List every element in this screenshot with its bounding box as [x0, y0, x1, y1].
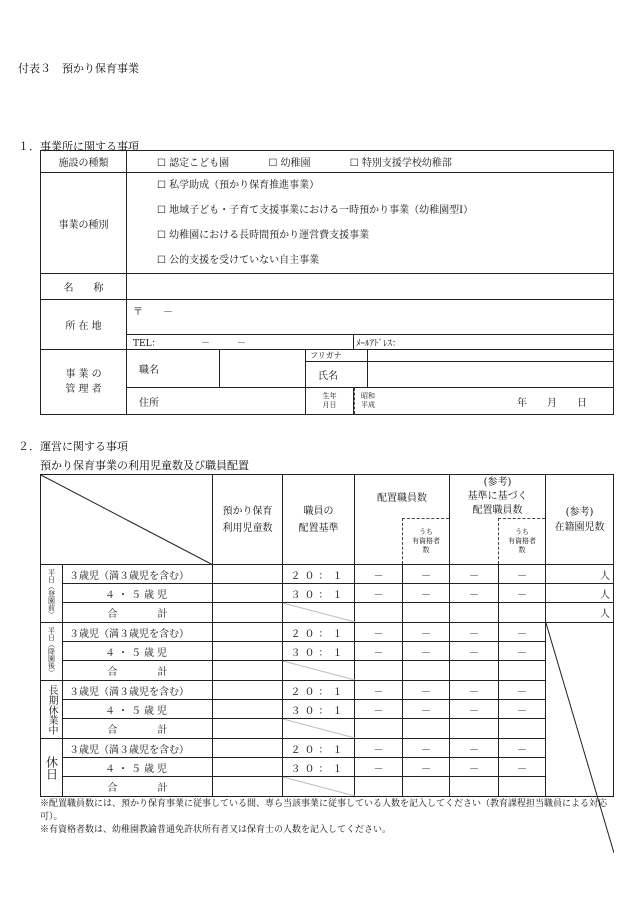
staff-cell[interactable]: －: [355, 739, 403, 758]
job-title-label: 職名: [127, 350, 220, 388]
standard-cell: ３０：１: [283, 700, 355, 719]
ref-qualified-cell[interactable]: [499, 603, 546, 623]
notes: [40, 798, 618, 837]
ref-staff-cell[interactable]: －: [450, 681, 499, 700]
age-label: ４・５歳児: [63, 584, 213, 603]
header-users: 預かり保育 利用児童数: [213, 475, 283, 565]
blank-slash: [283, 661, 355, 680]
ref-staff-cell[interactable]: －: [450, 739, 499, 758]
ref-staff-cell[interactable]: [450, 777, 499, 797]
ref-qualified-cell[interactable]: －: [499, 623, 546, 642]
person-name-field[interactable]: [368, 362, 614, 388]
users-cell[interactable]: [213, 642, 283, 661]
facility-option-kindergarten[interactable]: ☐ 幼稚園: [268, 158, 311, 169]
age-label: ４・５歳児: [63, 642, 213, 661]
staff-cell[interactable]: －: [355, 681, 403, 700]
staff-cell[interactable]: －: [355, 584, 403, 603]
age-label: ３歳児（満３歳児を含む）: [63, 565, 213, 584]
ref-qualified-cell[interactable]: [499, 719, 546, 739]
header-enrolled: (参考) 在籍園児数: [546, 475, 614, 565]
staff-qualified-cell[interactable]: －: [403, 739, 450, 758]
users-cell[interactable]: [213, 758, 283, 777]
furigana-label: フリガナ: [306, 350, 368, 362]
standard-cell-blank: [283, 777, 355, 797]
business-option-4[interactable]: ☐ 公的支援を受けていない自主事業: [157, 255, 320, 266]
users-total-cell[interactable]: [213, 719, 283, 739]
standard-cell: ３０：１: [283, 758, 355, 777]
age-label: ４・５歳児: [63, 758, 213, 777]
furigana-field[interactable]: [368, 350, 614, 362]
staff-qualified-cell[interactable]: [403, 719, 450, 739]
name-field[interactable]: [127, 274, 614, 300]
blank-slash: [283, 777, 355, 796]
business-option-1[interactable]: ☐ 私学助成（預かり保育推進事業）: [157, 180, 320, 191]
diagonal-line: [41, 475, 213, 565]
blank-slash: [283, 719, 355, 738]
note-qualified: ※有資格者数は、幼稚園教諭普通免許状所有者又は保育士の人数を記入してください。: [40, 825, 392, 835]
enrolled-cell[interactable]: 人: [546, 603, 614, 623]
header-corner: [41, 475, 213, 565]
staff-cell[interactable]: －: [355, 700, 403, 719]
users-total-cell[interactable]: [213, 661, 283, 681]
residence-label: 住所: [127, 388, 306, 415]
age-label: ３歳児（満３歳児を含む）: [63, 623, 213, 642]
header-ref-qualified: うち 有資格者 数: [499, 519, 546, 565]
standard-cell-blank: [283, 603, 355, 623]
facility-type-label: 施設の種類: [41, 151, 127, 173]
staff-qualified-cell[interactable]: －: [403, 642, 450, 661]
birth-label: 生年 月日: [306, 388, 354, 415]
ref-staff-cell[interactable]: －: [450, 623, 499, 642]
address-label: 所 在 地: [41, 300, 127, 350]
business-type-label: 事業の種別: [41, 173, 127, 274]
era-label: 昭和 平成: [354, 388, 375, 414]
ref-qualified-cell[interactable]: －: [499, 739, 546, 758]
form-title: 付表３ 預かり保育事業: [18, 62, 139, 75]
ref-staff-cell[interactable]: [450, 603, 499, 623]
standard-cell: ２０：１: [283, 565, 355, 584]
staffing-table: [40, 474, 614, 797]
birth-date-field[interactable]: 年 月 日: [517, 397, 588, 409]
note-staff: ※配置職員数には、預かり保育事業に従事している間、専ら当該事業に従事している人数を記入してください（教育課程担当職員による対応可）。: [40, 799, 608, 822]
header-staff-total: [355, 519, 403, 565]
staff-cell[interactable]: －: [355, 758, 403, 777]
ref-staff-cell[interactable]: －: [450, 584, 499, 603]
postal-field[interactable]: 〒 －: [127, 300, 614, 335]
section2-heading: ２．運営に関する事項: [18, 440, 128, 453]
total-label: 合 計: [63, 777, 213, 797]
standard-cell: ３０：１: [283, 584, 355, 603]
manager-label: 事 業 の 管 理 者: [41, 350, 127, 415]
group-label-weekday-before: 平日（登園前）: [47, 569, 56, 618]
group-label-long-holiday: 長期休業中: [46, 684, 57, 735]
tel-field[interactable]: TEL： － －: [127, 335, 354, 350]
person-name-label: 氏名: [306, 362, 368, 388]
business-option-2[interactable]: ☐ 地域子ども・子育て支援事業における一時預かり事業（幼稚園型Ⅰ）: [157, 205, 474, 216]
enrolled-cell[interactable]: 人: [546, 584, 614, 603]
staff-cell[interactable]: [355, 661, 403, 681]
staff-cell[interactable]: [355, 777, 403, 797]
staff-cell[interactable]: －: [355, 642, 403, 661]
section2-subheading: 預かり保育事業の利用児童数及び職員配置: [40, 459, 249, 472]
standard-cell: ２０：１: [283, 623, 355, 642]
header-ref-staff: (参考) 基準に基づく 配置職員数: [450, 475, 546, 519]
enrolled-blank: [546, 623, 614, 797]
header-staff: 配置職員数: [355, 475, 450, 519]
standard-cell: ２０：１: [283, 739, 355, 758]
staff-qualified-cell[interactable]: [403, 777, 450, 797]
ref-staff-cell[interactable]: －: [450, 565, 499, 584]
standard-cell: ３０：１: [283, 642, 355, 661]
ref-qualified-cell[interactable]: －: [499, 565, 546, 584]
staff-qualified-cell[interactable]: －: [403, 565, 450, 584]
job-title-field[interactable]: [220, 350, 306, 388]
users-cell[interactable]: [213, 739, 283, 758]
ref-staff-cell[interactable]: [450, 719, 499, 739]
staff-qualified-cell[interactable]: －: [403, 584, 450, 603]
ref-qualified-cell[interactable]: －: [499, 584, 546, 603]
group-label-holiday: 休日: [44, 755, 59, 780]
age-label: ４・５歳児: [63, 700, 213, 719]
ref-qualified-cell[interactable]: －: [499, 700, 546, 719]
users-total-cell[interactable]: [213, 777, 283, 797]
ref-qualified-cell[interactable]: －: [499, 642, 546, 661]
header-standard: 職員の 配置基準: [283, 475, 355, 565]
header-ref-total: [450, 519, 499, 565]
facility-option-special[interactable]: ☐ 特別支援学校幼稚部: [349, 158, 452, 169]
staff-cell[interactable]: [355, 719, 403, 739]
ref-staff-cell[interactable]: －: [450, 642, 499, 661]
users-cell[interactable]: [213, 681, 283, 700]
staff-qualified-cell[interactable]: －: [403, 758, 450, 777]
facility-type-options[interactable]: [127, 151, 614, 173]
header-staff-qualified: うち 有資格者 数: [403, 519, 450, 565]
section1-heading: １．事業所に関する事項: [18, 140, 139, 153]
users-cell[interactable]: [213, 584, 283, 603]
ref-staff-cell[interactable]: －: [450, 758, 499, 777]
age-label: ３歳児（満３歳児を含む）: [63, 681, 213, 700]
ref-staff-cell[interactable]: －: [450, 700, 499, 719]
ref-qualified-cell[interactable]: [499, 661, 546, 681]
users-total-cell[interactable]: [213, 603, 283, 623]
staff-qualified-cell[interactable]: －: [403, 623, 450, 642]
enrolled-cell[interactable]: 人: [546, 565, 614, 584]
staff-cell[interactable]: －: [355, 623, 403, 642]
group-label-weekday-after: 平日（降園後）: [47, 627, 56, 676]
standard-cell: ２０：１: [283, 681, 355, 700]
total-label: 合 計: [63, 661, 213, 681]
standard-cell-blank: [283, 719, 355, 739]
blank-slash: [283, 603, 355, 622]
ref-staff-cell[interactable]: [450, 661, 499, 681]
ref-qualified-cell[interactable]: －: [499, 681, 546, 700]
users-cell[interactable]: [213, 565, 283, 584]
facility-info-table: [40, 150, 614, 415]
facility-option-kodomoen[interactable]: ☐ 認定こども園: [157, 158, 230, 169]
users-cell[interactable]: [213, 623, 283, 642]
staff-qualified-cell[interactable]: [403, 661, 450, 681]
name-label: 名 称: [41, 274, 127, 300]
total-label: 合 計: [63, 603, 213, 623]
age-label: ３歳児（満３歳児を含む）: [63, 739, 213, 758]
ref-qualified-cell[interactable]: －: [499, 758, 546, 777]
ref-qualified-cell[interactable]: [499, 777, 546, 797]
staff-cell[interactable]: －: [355, 565, 403, 584]
business-option-3[interactable]: ☐ 幼稚園における長時間預かり運営費支援事業: [157, 230, 370, 241]
staff-qualified-cell[interactable]: －: [403, 700, 450, 719]
staff-qualified-cell[interactable]: －: [403, 681, 450, 700]
email-field[interactable]: ﾒｰﾙｱﾄﾞﾚｽ：: [354, 335, 614, 350]
standard-cell-blank: [283, 661, 355, 681]
staff-qualified-cell[interactable]: [403, 603, 450, 623]
staff-cell[interactable]: [355, 603, 403, 623]
total-label: 合 計: [63, 719, 213, 739]
users-cell[interactable]: [213, 700, 283, 719]
